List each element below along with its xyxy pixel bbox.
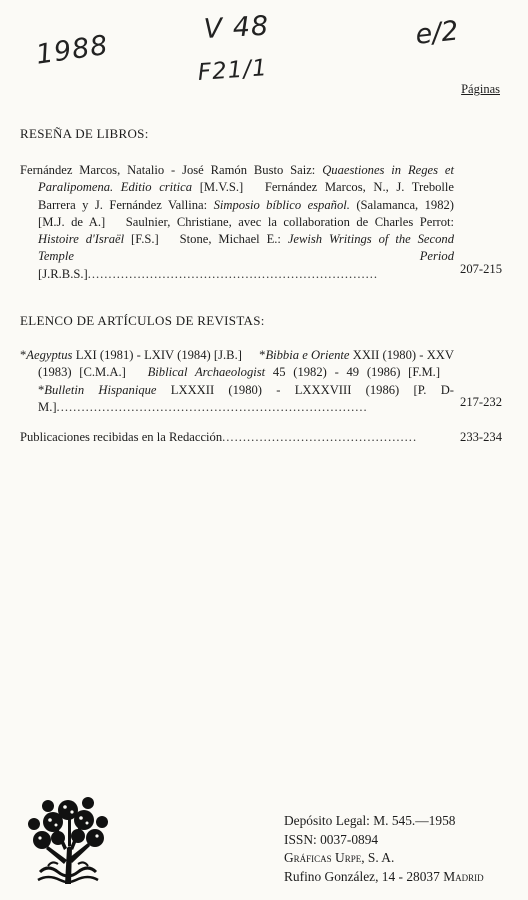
dot-leader: ........................................................................... <box>56 399 368 414</box>
handwritten-location-code: F21/1 <box>197 55 269 86</box>
paginas-column-header: Páginas <box>461 82 500 96</box>
reviewer: [J.R.B.S.] <box>38 266 88 281</box>
book-title: Histoire d'Israël <box>38 232 125 247</box>
journal-title: Bulletin Hispanique <box>44 382 157 397</box>
asterisk: * <box>38 382 45 397</box>
handwritten-year: 1988 <box>34 29 111 71</box>
book-title: Jewish Writings of the Second Temple Period <box>38 232 454 264</box>
author: Stone, Michael E.: <box>179 232 281 247</box>
dot-leader: ...................................................................... <box>87 266 379 281</box>
reviewer: [M.V.S.] <box>199 180 244 195</box>
issn: ISSN: 0037-0894 <box>284 831 379 847</box>
author: Saulnier, Christiane, avec la collaboration de Charles Perrot: <box>125 214 455 229</box>
author: Fernández Marcos, N., J. Trebolle Barrera y J. Fernández Vallina: <box>38 180 455 212</box>
volume-range: LXXXII (1980) - LXXXVIII (1986) [P. D-M.] <box>38 382 455 414</box>
section-title-elenco: ELENCO DE ARTÍCULOS DE REVISTAS: <box>20 313 265 328</box>
page-range-publicaciones: 233-234 <box>460 430 502 444</box>
section-title-resena: RESEÑA DE LIBROS: <box>20 126 149 141</box>
printer-address-line <box>284 868 484 887</box>
publication-info: (Salamanca, 1982) [M.J. de A.] <box>38 197 454 229</box>
reviewer: [F.S.] <box>131 232 159 247</box>
asterisk: * <box>259 348 266 362</box>
imprint-block <box>284 812 484 886</box>
book-title: Quaestiones in Reges et Paralipomena. Editio critica <box>38 163 454 195</box>
tree-emblem-logo <box>18 788 118 890</box>
deposito-legal: Depósito Legal: M. 545.—1958 <box>284 813 456 828</box>
dot-leader: ............................................... <box>222 430 418 444</box>
volume-range: 45 (1982) - 49 (1986) [F.M.] <box>272 365 441 380</box>
journal-title: Bibbia e Oriente <box>265 348 350 362</box>
book-title: Simposio bíblico español. <box>213 197 350 212</box>
handwritten-fraction: e/2 <box>414 15 460 51</box>
publicaciones-text: Publicaciones recibidas en la Redacción <box>20 430 223 444</box>
volume-range: LXI (1981) - LXIV (1984) [J.B.] <box>75 348 242 362</box>
printer-name: Gráficas Urpe, S. A. <box>284 850 395 865</box>
publicaciones-entry <box>20 429 454 446</box>
printer-city: Madrid <box>443 868 484 884</box>
asterisk: * <box>20 348 27 362</box>
page-range-resena: 207-215 <box>460 262 502 276</box>
volume-range: XXII (1980) - XXV (1983) [C.M.A.] <box>38 348 455 380</box>
page-range-elenco: 217-232 <box>460 395 502 409</box>
elenco-entry <box>20 347 454 416</box>
printer-address: Rufino González, 14 - 28037 <box>284 868 440 884</box>
author: Fernández Marcos, Natalio - José Ramón Busto Saiz: <box>20 163 316 177</box>
resena-entry <box>20 162 454 283</box>
journal-title: Biblical Archaeologist <box>147 365 266 380</box>
journal-title: Aegyptus <box>26 348 73 362</box>
handwritten-shelf-code: V 48 <box>203 10 270 45</box>
